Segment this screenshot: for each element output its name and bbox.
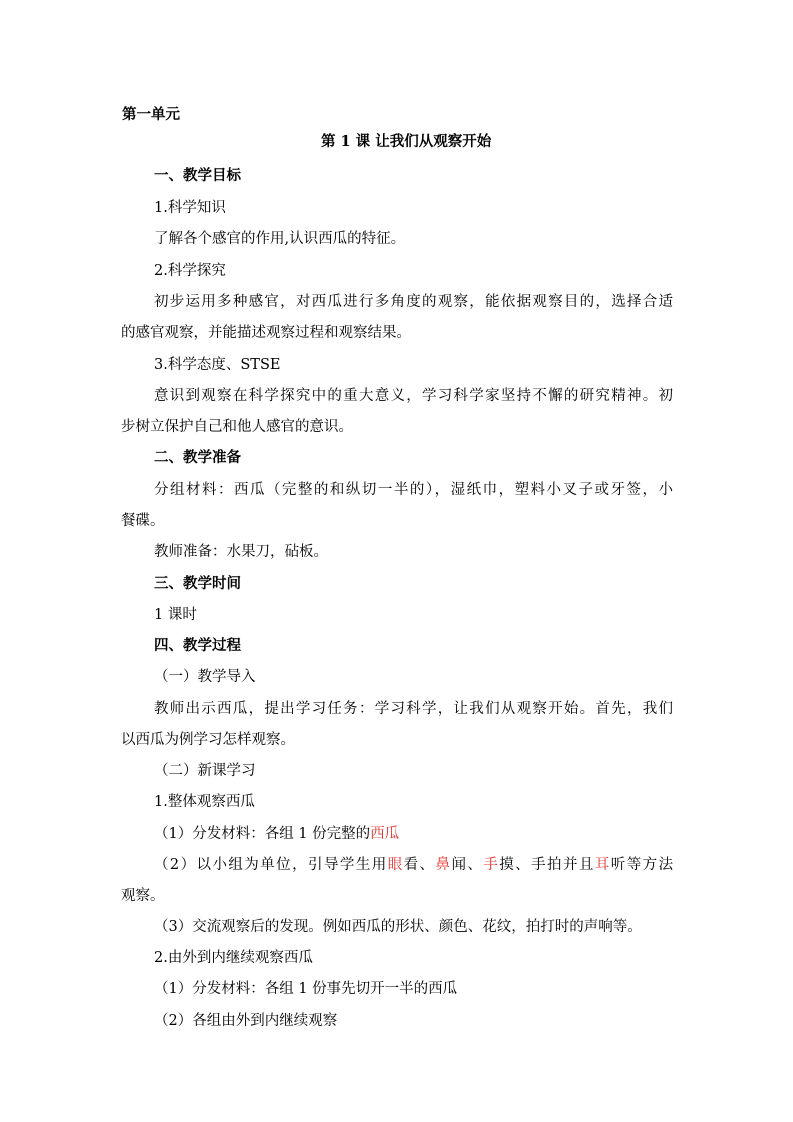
- paragraph-knowledge: 了解各个感官的作用,认识西瓜的特征。: [154, 231, 406, 247]
- step1-a-text: （1）分发材料：各组 1 份完整的: [154, 826, 371, 842]
- paragraph-attitude-line1: 意识到观察在科学探究中的重大意义，学习科学家坚持不懈的研究精神。初: [154, 388, 673, 404]
- paragraph-step1-a: [154, 824, 399, 844]
- paragraph-step1-b-line2: 观察。: [121, 888, 165, 904]
- highlight-ear: 耳: [594, 857, 611, 873]
- paragraph-teacher-prep: 教师准备：水果刀，砧板。: [154, 544, 328, 560]
- subheading-step2: 2.由外到内继续观察西瓜: [154, 950, 313, 966]
- section-heading-process: 四、教学过程: [154, 637, 241, 654]
- subheading-new-lesson: （二）新课学习: [154, 763, 256, 779]
- highlight-eye: 眼: [387, 857, 404, 873]
- paragraph-materials-line2: 餐碟。: [121, 513, 165, 529]
- paragraph-attitude-line2: 步树立保护自己和他人感官的意识。: [121, 419, 353, 435]
- step1-b-text: 看、: [403, 857, 436, 873]
- subheading-knowledge: 1.科学知识: [154, 200, 226, 216]
- paragraph-intro-line2: 以西瓜为例学习怎样观察。: [121, 732, 295, 748]
- paragraph-step1-c: （3）交流观察后的发现。例如西瓜的形状、颜色、花纹，拍打时的声响等。: [154, 919, 642, 935]
- lesson-title: 第 1 课 让我们从观察开始: [321, 133, 492, 150]
- highlight-nose: 鼻: [435, 857, 452, 873]
- paragraph-time: 1 课时: [154, 607, 197, 623]
- step1-b-text: （2）以小组为单位，引导学生用: [154, 857, 388, 873]
- paragraph-materials-line1: 分组材料：西瓜（完整的和纵切一半的），湿纸巾，塑料小叉子或牙签，小: [154, 482, 673, 498]
- subheading-attitude: 3.科学态度、STSE: [154, 357, 281, 373]
- paragraph-inquiry-line1: 初步运用多种感官，对西瓜进行多角度的观察，能依据观察目的，选择合适: [154, 294, 673, 310]
- step1-b-text: 听等方法: [610, 857, 674, 873]
- subheading-inquiry: 2.科学探究: [154, 263, 226, 279]
- subheading-intro: （一）教学导入: [154, 669, 256, 685]
- paragraph-step2-a: （1）分发材料：各组 1 份事先切开一半的西瓜: [154, 981, 458, 997]
- paragraph-inquiry-line2: 的感官观察，并能描述观察过程和观察结果。: [121, 325, 411, 341]
- step1-b-text: 摸、手拍并且: [499, 857, 595, 873]
- subheading-step1: 1.整体观察西瓜: [154, 794, 255, 810]
- section-heading-objectives: 一、教学目标: [154, 167, 241, 184]
- paragraph-step1-b-line1: [154, 855, 673, 875]
- unit-title: 第一单元: [122, 106, 180, 123]
- paragraph-intro-line1: 教师出示西瓜，提出学习任务：学习科学，让我们从观察开始。首先，我们: [154, 701, 673, 717]
- highlight-watermelon: 西瓜: [370, 826, 400, 842]
- section-heading-preparation: 二、教学准备: [154, 449, 241, 466]
- paragraph-step2-b: （2）各组由外到内继续观察: [154, 1013, 338, 1029]
- highlight-hand: 手: [483, 857, 500, 873]
- step1-b-text: 闻、: [451, 857, 484, 873]
- section-heading-time: 三、教学时间: [154, 575, 241, 592]
